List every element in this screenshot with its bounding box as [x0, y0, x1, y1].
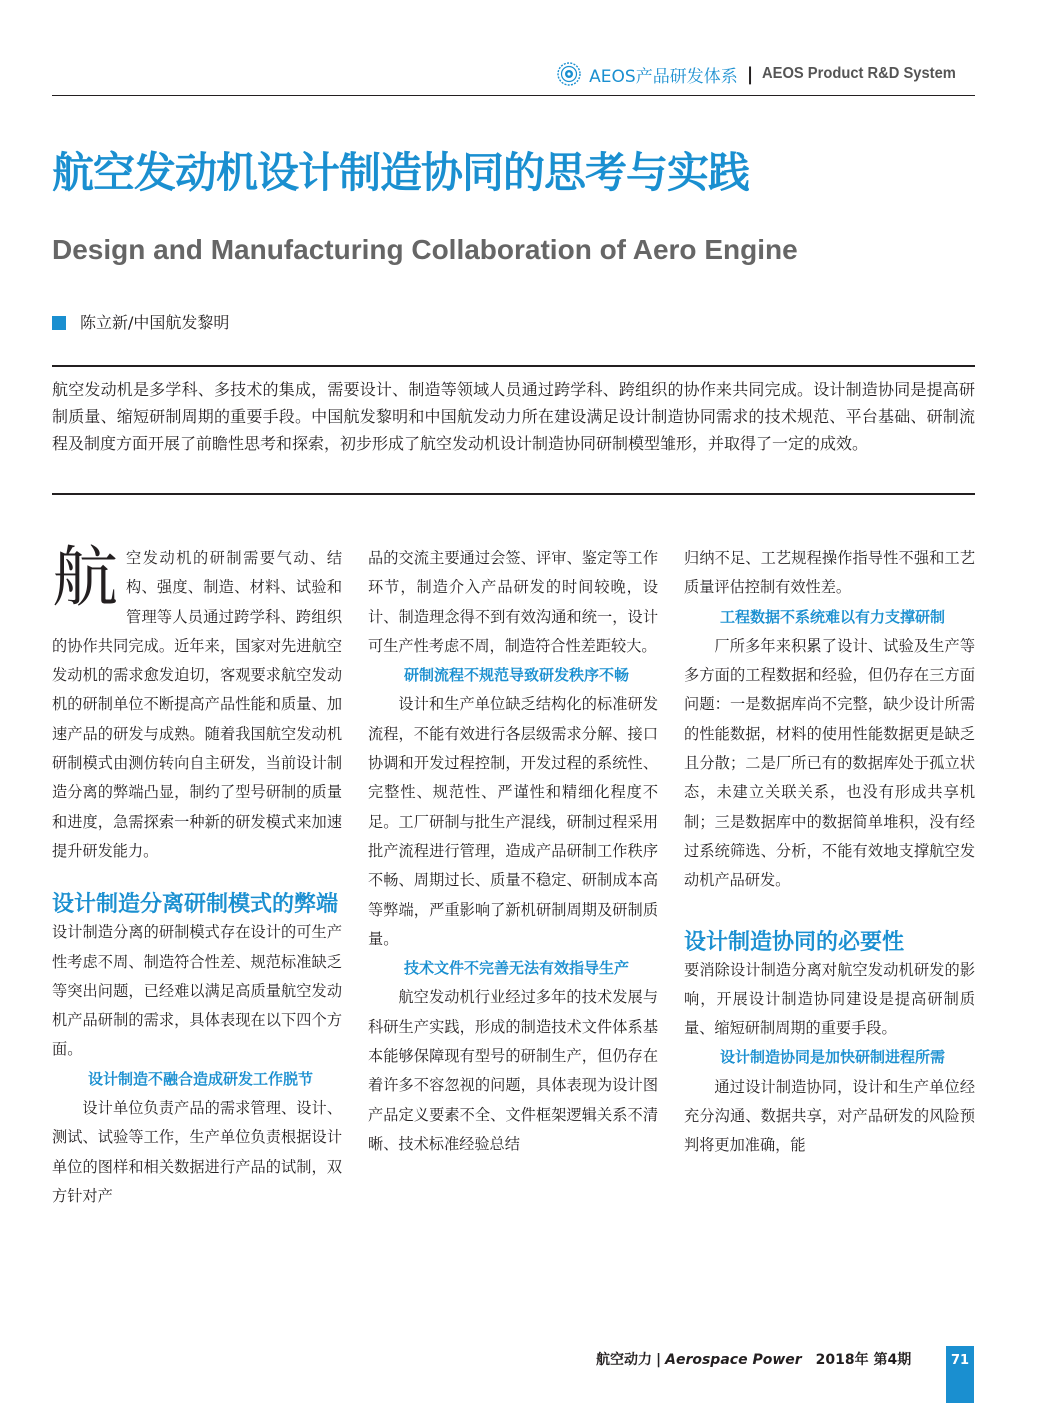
dropcap: 航	[52, 539, 118, 616]
header-section-cn: AEOS产品研发体系	[589, 66, 738, 87]
subheading-accelerate: 设计制造协同是加快研制进程所需	[720, 1048, 946, 1067]
running-header	[557, 60, 973, 88]
footer	[596, 1350, 911, 1370]
footer-separator: |	[656, 1352, 662, 1368]
column-2	[368, 544, 658, 1159]
drawbacks-paragraph: 设计制造分离的研制模式存在设计的可生产性考虑不周、制造符合性差、规范标准缺乏等突出问题，已经难以满足高质量航空发动机产品研制的需求，具体表现在以下四个方面。	[52, 923, 342, 1059]
documents-paragraph-cont: 归纳不足、工艺规程操作指导性不强和工艺质量评估控制有效性差。	[684, 549, 975, 597]
subheading-process: 研制流程不规范导致研发秩序不畅	[404, 666, 630, 685]
abstract: 航空发动机是多学科、多技术的集成，需要设计、制造等领域人员通过跨学科、跨组织的协作来共同完成。设计制造协同是提高研制质量、缩短研制周期的重要手段。中国航发黎明和中国航发动力所在建设满足设计制造协同需求的技术规范、平台基础、研制流程及制度方面开展了前瞻性思考和探索，初步形成了航空发动机设计制造协同研制模型雏形，并取得了一定的成效。	[52, 380, 975, 453]
column-1	[52, 539, 342, 1211]
subheading-documents: 技术文件不完善无法有效指导生产	[404, 959, 630, 978]
article-title: 航空发动机设计制造协同的思考与实践	[52, 148, 750, 197]
subheading-data: 工程数据不系统难以有力支撑研制	[720, 607, 946, 626]
process-paragraph: 设计和生产单位缺乏结构化的标准研发流程，不能有效进行各层级需求分解、接口协调和开发过程控制，开发过程的系统性、完整性、规范性、严谨性和精细化程度不足。工厂研制与批生产混线，研制过程采用批产流程进行管理，造成产品研制工作秩序不畅、周期过长、质量不稳定、研制成本高等弊端，严重影响了新机研制周期及研制质量。	[368, 695, 658, 948]
disconnect-paragraph-cont: 品的交流主要通过会签、评审、鉴定等工作环节，制造介入产品研发的时间较晚，设计、制造理念得不到有效沟通和统一，设计可生产性考虑不周，制造符合性差距较大。	[368, 549, 658, 655]
intro-paragraph: 空发动机的研制需要气动、结构、强度、制造、材料、试验和管理等人员通过跨学科、跨组织的协作共同完成。近年来，国家对先进航空发动机的需求愈发迫切，客观要求航空发动机的研制单位不断提高产品性能和质量、加速产品的研发与成熟。随着我国航空发动机研制模式由测仿转向自主研发，当前设计制造分离的弊端凸显，制约了型号研制的质量和进度，急需探索一种新的研发模式来加速提升研发能力。	[52, 549, 342, 860]
header-rule	[52, 95, 975, 96]
section-heading-drawbacks: 设计制造分离研制模式的弊端	[52, 892, 339, 918]
header-separator: |	[746, 63, 754, 85]
article-subtitle: Design and Manufacturing Collaboration of Aero Engine	[52, 234, 798, 265]
abstract-top-rule	[52, 365, 975, 367]
aeos-logo-icon	[557, 62, 581, 86]
author-name: 陈立新/中国航发黎明	[80, 313, 230, 332]
footer-journal-en: Aerospace Power	[665, 1352, 802, 1368]
disconnect-paragraph: 设计单位负责产品的需求管理、设计、测试、试验等工作，生产单位负责根据设计单位的图样和相关数据进行产品的试制，双方针对产	[52, 1099, 342, 1205]
subheading-disconnect: 设计制造不融合造成研发工作脱节	[88, 1069, 314, 1088]
documents-paragraph: 航空发动机行业经过多年的技术发展与科研生产实践，形成的制造技术文件体系基本能够保障现有型号的研制生产，但仍存在着许多不容忽视的问题，具体表现为设计图产品定义要素不全、文件框架逻辑关系不清晰、技术标准经验总结	[368, 988, 658, 1153]
footer-journal-cn: 航空动力	[596, 1352, 652, 1368]
footer-issue: 2018年 第4期	[815, 1352, 912, 1368]
page-number: 71	[946, 1346, 974, 1403]
data-paragraph: 厂所多年来积累了设计、试验及生产等多方面的工程数据和经验，但仍存在三方面问题：一是数据库尚不完整，缺少设计所需的性能数据，材料的使用性能数据更是缺乏且分散；二是厂所已有的数据库处于孤立状态，未建立关联关系，也没有形成共享机制；三是数据库中的数据简单堆积，没有经过系统筛选、分析，不能有效地支撑航空发动机产品研发。	[684, 636, 975, 890]
column-3	[684, 544, 975, 1161]
accelerate-paragraph: 通过设计制造协同，设计和生产单位经充分沟通、数据共享，对产品研发的风险预判将更加准确，能	[684, 1077, 975, 1155]
author-line	[52, 312, 229, 334]
author-square-icon	[52, 316, 66, 330]
header-section-en: AEOS Product R&D System	[762, 65, 957, 82]
abstract-bottom-rule	[52, 493, 975, 495]
necessity-paragraph: 要消除设计制造分离对航空发动机研发的影响，开展设计制造协同建设是提高研制质量、缩短研制周期的重要手段。	[684, 960, 975, 1038]
section-heading-necessity: 设计制造协同的必要性	[684, 929, 905, 955]
